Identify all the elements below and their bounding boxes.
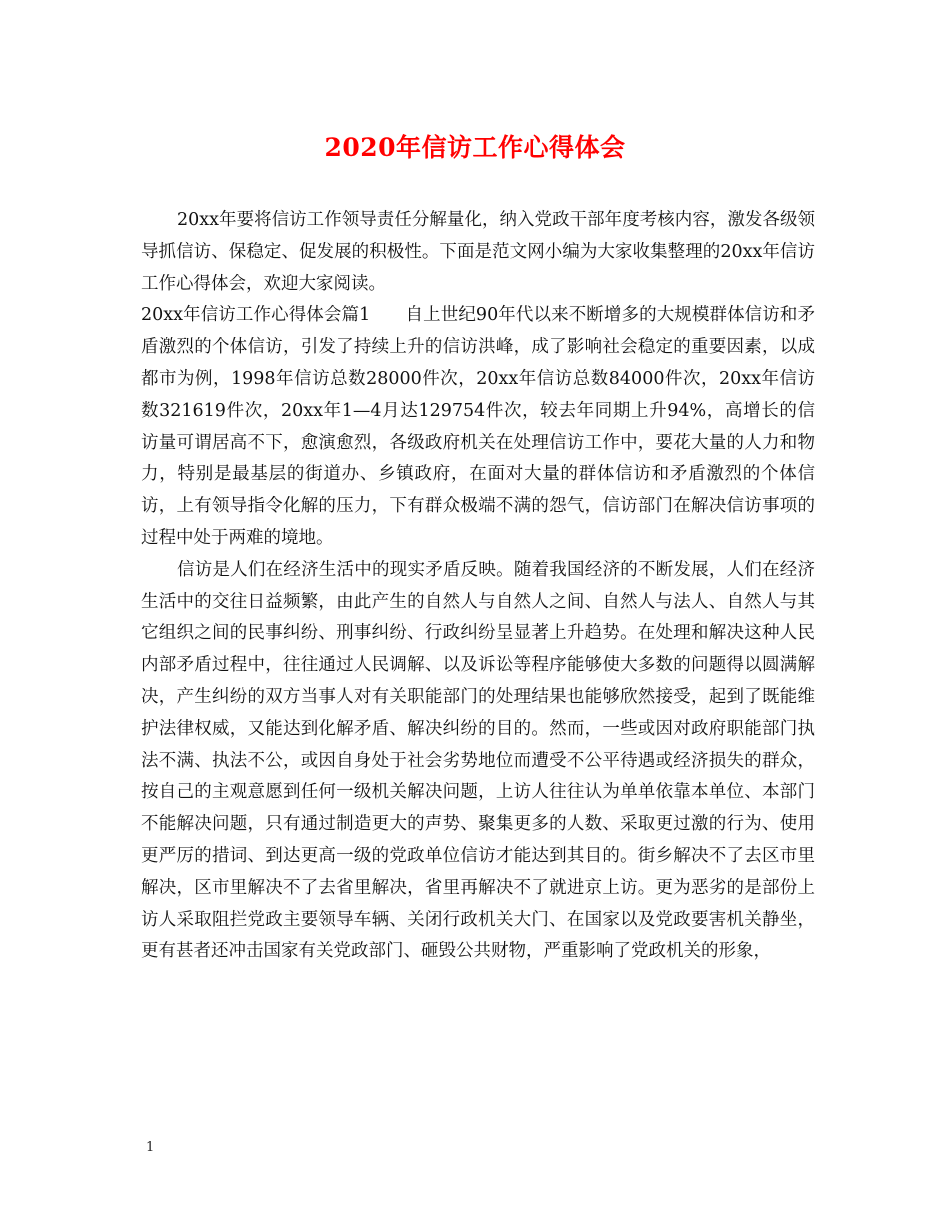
section-1-paragraph: 20xx年信访工作心得体会篇1 自上世纪90年代以来不断增多的大规模群体信访和矛盾激烈的个体信访，引发了持续上升的信访洪峰，成了影响社会稳定的重要因素，以成都市为例，1998年信访总数28000件次，20xx年信访总数84000件次，20xx年信访数321619件次，20xx年1—4月达129754件次，较去年同期上升94%，高增长的信访量可谓居高不下，愈演愈烈，各级政府机关在处理信访工作中，要花大量的人力和物力，特别是最基层的街道办、乡镇政府，在面对大量的群体信访和矛盾激烈的个体信访，上有领导指令化解的压力，下有群众极端不满的怨气，信访部门在解决信访事项的过程中处于两难的境地。	[141, 305, 815, 548]
document-title: 2020年信访工作心得体会	[324, 133, 626, 162]
intro-paragraph: 20xx年要将信访工作领导责任分解量化，纳入党政干部年度考核内容，激发各级领导抓信访、保稳定、促发展的积极性。下面是范文网小编为大家收集整理的20xx年信访工作心得体会，欢迎大家阅读。	[141, 210, 815, 294]
document-body	[141, 205, 815, 968]
body-paragraph: 信访是人们在经济生活中的现实矛盾反映。随着我国经济的不断发展，人们在经济生活中的交往日益频繁，由此产生的自然人与自然人之间、自然人与法人、自然人与其它组织之间的民事纠纷、刑事纠纷、行政纠纷呈显著上升趋势。在处理和解决这种人民内部矛盾过程中，往往通过人民调解、以及诉讼等程序能够使大多数的问题得以圆满解决，产生纠纷的双方当事人对有关职能部门的处理结果也能够欣然接受，起到了既能维护法律权威，又能达到化解矛盾、解决纠纷的目的。然而，一些或因对政府职能部门执法不满、执法不公，或因自身处于社会劣势地位而遭受不公平待遇或经济损失的群众，按自己的主观意愿到任何一级机关解决问题，上访人往往认为单单依靠本单位、本部门不能解决问题，只有通过制造更大的声势、聚集更多的人数、采取更过激的行为、使用更严厉的措词、到达更高一级的党政单位信访才能达到其目的。街乡解决不了去区市里解决，区市里解决不了去省里解决，省里再解决不了就进京上访。更为恶劣的是部份上访人采取阻拦党政主要领导车辆、关闭行政机关大门、在国家以及党政要害机关静坐，更有甚者还冲击国家有关党政部门、砸毁公共财物，严重影响了党政机关的形象，	[141, 559, 815, 962]
page-number: 1	[146, 1140, 155, 1155]
